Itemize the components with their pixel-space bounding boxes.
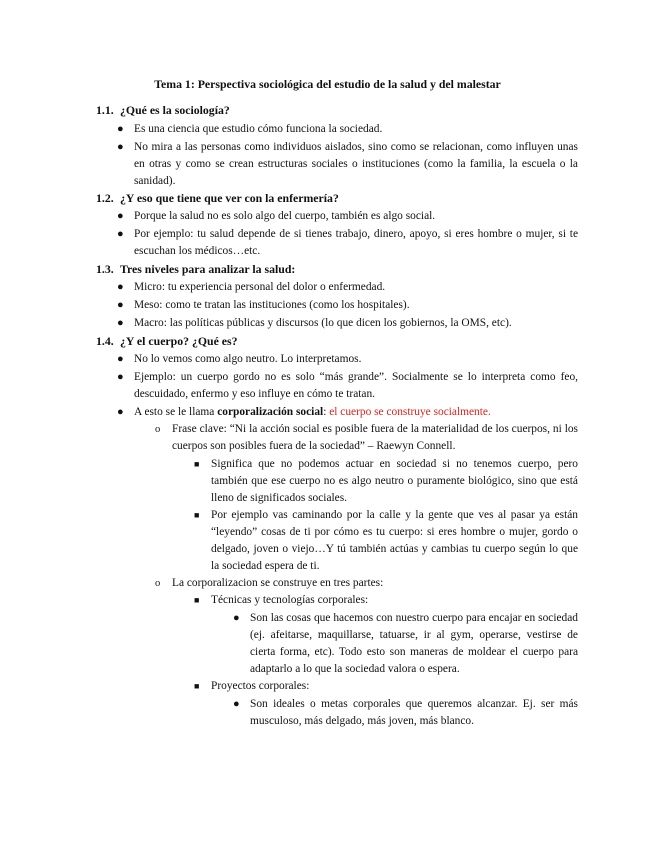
list-item: ● Macro: las políticas públicas y discursos (lo que dicen los gobiernos, la OMS, etc).: [134, 315, 578, 332]
circle-bullet-icon: o: [155, 578, 161, 589]
level-4-list-item: ● Son las cosas que hacemos con nuestro cuerpo para encajar en sociedad (ej. afeitarse, maquillarse, tatuarse, ir al gym, operarse, vestirse de cierta forma, etc). Todo esto son maneras de moldear el cuerpo para adaptarlo a lo que la sociedad valora o espera.: [233, 612, 578, 675]
bullet-icon: ●: [117, 299, 124, 311]
section-number: 1.3.: [96, 262, 114, 276]
section-number: 1.1.: [96, 103, 114, 117]
bullet-icon: ●: [117, 317, 124, 329]
bullet-icon: ●: [117, 406, 124, 418]
bullet-icon: ●: [117, 210, 124, 222]
list-item: ● Por ejemplo: tu salud depende de si tienes trabajo, dinero, apoyo, si eres hombre o mujer, si te escuchan los médicos…etc.: [117, 228, 578, 257]
list-item: ● No lo vemos como algo neutro. Lo interpretamos.: [134, 351, 578, 368]
sub-list-item: o Frase clave: “Ni la acción social es posible fuera de la materialidad de los cuerpos, ni los cuerpos son posibles fuera de la sociedad” – Raewyn Connell.: [155, 423, 578, 452]
section-title: ¿Y el cuerpo? ¿Qué es?: [120, 334, 238, 348]
square-bullet-icon: ■: [194, 459, 200, 469]
key-term: corporalización social: [217, 406, 324, 418]
sub-sub-list-item: ■ Proyectos corporales:: [211, 678, 578, 695]
section-title: ¿Qué es la sociología?: [120, 103, 230, 117]
level-4-list-item: ● Son ideales o metas corporales que queremos alcanzar. Ej. ser más musculoso, más delgado, más joven, más blanco.: [233, 698, 578, 727]
list-item: ● Porque la salud no es solo algo del cuerpo, también es algo social.: [134, 208, 578, 225]
section-heading-1-3: [96, 261, 566, 278]
list-item: ● A esto se le llama corporalización social: el cuerpo se construye socialmente.: [134, 404, 578, 421]
bullet-icon: ●: [117, 123, 124, 135]
list-item: ● Meso: como te tratan las instituciones (como los hospitales).: [134, 297, 578, 314]
bullet-icon: ●: [117, 228, 124, 240]
section-title: ¿Y eso que tiene que ver con la enfermería?: [120, 191, 339, 205]
list-item: ● Micro: tu experiencia personal del dolor o enfermedad.: [134, 279, 578, 296]
square-bullet-icon: ■: [194, 510, 200, 520]
section-heading-1-4: [96, 333, 566, 350]
section-title: Tres niveles para analizar la salud:: [120, 262, 296, 276]
bullet-icon: ●: [117, 371, 124, 383]
sub-sub-list-item: ■ Técnicas y tecnologías corporales:: [211, 592, 578, 609]
sub-sub-list-item: ■ Significa que no podemos actuar en sociedad si no tenemos cuerpo, pero también que ese cuerpo no es algo neutro o puramente biológico, sino que está lleno de significados sociales.: [194, 458, 578, 504]
bullet-icon: ●: [117, 281, 124, 293]
section-heading-1-2: [96, 190, 566, 207]
list-item: ● No mira a las personas como individuos aislados, sino como se relacionan, como influyen unas en otras y como se crean estructuras sociales o instituciones (como la familia, la escuela o la sanidad).: [117, 141, 578, 187]
sub-sub-list-item: ■ Por ejemplo vas caminando por la calle y la gente que ves al pasar ya están “leyendo” cosas de ti por cómo es tu cuerpo: si eres hombre o mujer, gordo o delgado, joven o viejo…Y tú también actúas y cambias tu cuerpo según lo que la sociedad espera de ti.: [194, 509, 578, 572]
square-bullet-icon: ■: [194, 595, 200, 605]
section-number: 1.2.: [96, 191, 114, 205]
bullet-icon: ●: [117, 141, 124, 153]
document-title: Tema 1: Perspectiva sociológica del estudio de la salud y del malestar: [154, 77, 501, 91]
square-bullet-icon: ■: [194, 681, 200, 691]
bullet-icon: ●: [117, 353, 124, 365]
list-item: ● Ejemplo: un cuerpo gordo no es solo “más grande”. Socialmente se lo interpreta como feo, descuidado, enfermo y eso influye en cómo te tratan.: [117, 371, 578, 400]
list-item: ● Es una ciencia que estudio cómo funciona la sociedad.: [134, 121, 578, 138]
highlighted-definition: el cuerpo se construye socialmente.: [329, 406, 491, 418]
bullet-icon: ●: [233, 698, 240, 710]
section-number: 1.4.: [96, 334, 114, 348]
bullet-icon: ●: [233, 612, 240, 624]
sub-list-item: o La corporalizacion se construye en tres partes:: [172, 575, 578, 592]
circle-bullet-icon: o: [155, 424, 161, 435]
section-heading-1-1: [96, 102, 566, 119]
